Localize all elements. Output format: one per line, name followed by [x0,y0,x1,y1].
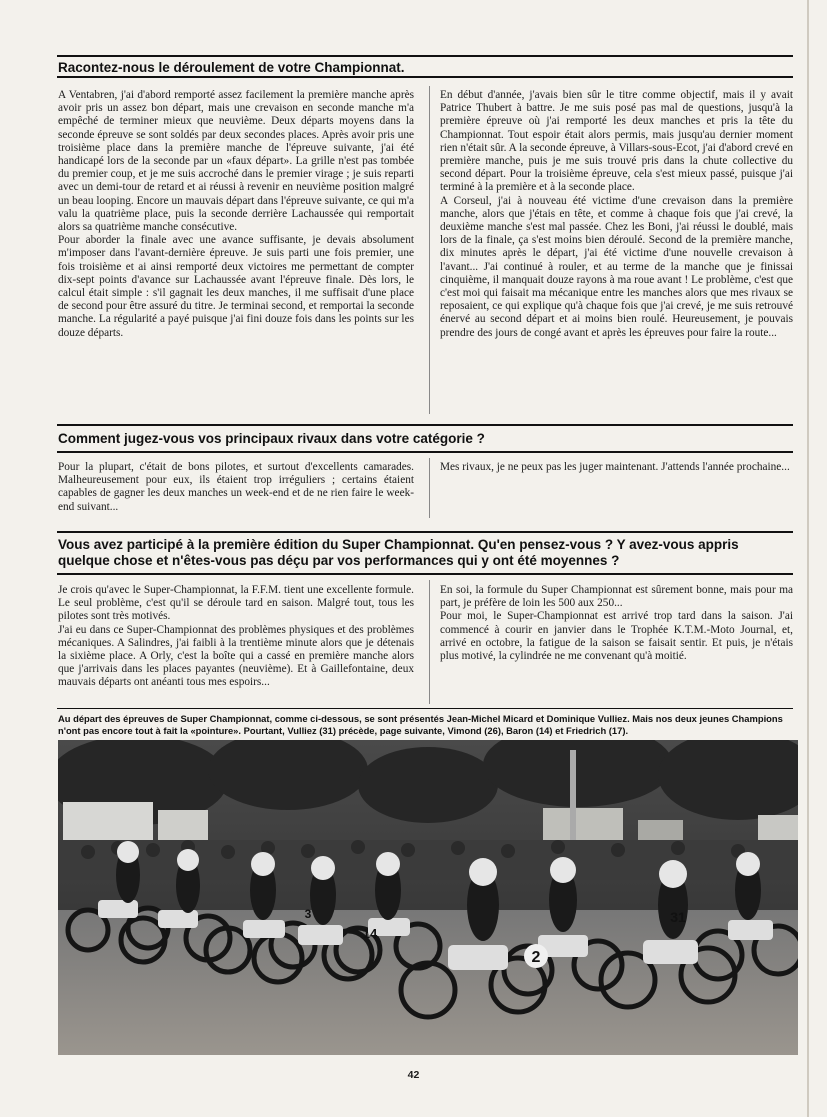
paragraph: Pour moi, le Super-Championnat est arrivé trop tard dans la saison. J'ai commencé à courir en janvier dans le Trophée K.T.M.-Moto Journal, et, arrivé en octobre, la fatigue de la saison se faisait sentir. Et puis, je n'étais plus motivé, la cylindrée ne me convenant qu'à moitié. [440,610,793,663]
paragraph: Mes rivaux, je ne peux pas les juger maintenant. J'attends l'année prochaine... [440,461,790,473]
section-heading-1: Racontez-nous le déroulement de votre Championnat. [58,60,405,75]
paragraph: Pour aborder la finale avec une avance suffisante, je devais absolument m'imposer dans l'avant-dernière épreuve. Je suis parti une fois premier, une fois troisième et ai ainsi remporté deux victoires me permettant de compter dix-sept points d'avance sur Lachaussée avant l'épreuve finale. Dès lors, le calcul était simple : s'il gagnait les deux manches, il me suffisait d'une place de second pour être assuré du titre. Je terminai second, et remportai la seconde manche. La régularité a payé puisque j'ai fini douze fois dans les points sur les douze départs. [58,234,414,339]
motocross-photo [58,740,798,1055]
column-divider [429,580,430,704]
plate-number: 31 [670,909,686,925]
paragraph: En soi, la formule du Super Championnat est sûrement bonne, mais pour ma part, je préfère de loin les 500 aux 250... [440,584,793,610]
plate-number: 2 [531,949,541,966]
plate-number: 3 [304,907,312,921]
section-rule [57,76,793,78]
column-divider [429,86,430,414]
section-3-right-column [440,584,793,663]
paragraph: Pour la plupart, c'était de bons pilotes, et surtout d'excellents camarades. Malheureusement pour eux, ils étaient trop irréguliers ; certains étaient capables de gagner les deux manches un week-end et de ne rien faire le week-end suivant... [58,461,414,513]
page-number: 42 [407,1069,420,1081]
plate-number: 14 [362,926,378,941]
section-rule [57,531,793,533]
page-edge [807,0,809,1117]
paragraph: A Corseul, j'ai à nouveau été victime d'une crevaison dans la première manche, alors que j'étais en tête, et comme à chaque fois que j'ai crevé, la deuxième manche s'est mal passée. Chez les Boni, j'ai réussi le doublé, mais lors de la finale, ça s'est moins bien déroulé. Second de la première manche, dix minutes après le départ, j'ai été victime d'une nouvelle crevaison à l'avant... J'ai continué à rouler, et au terme de la manche que je finissai cinquième, il manquait douze rayons à ma roue avant ! Le problème, c'est que c'est moi qui faisait ma mécanique entre les manches alors que mes rivaux se reposaient, ce qui explique qu'à chaque fois que j'ai crevé, je me suis retrouvé énervé au second départ et ai moins bien roulé. Heureusement, je pouvais prendre des jours de congé avant et après les épreuves pour faire la route... [440,194,793,339]
paragraph: A Ventabren, j'ai d'abord remporté assez facilement la première manche après avoir pris un assez bon départ, mais une crevaison en seconde manche m'a empêché de terminer mieux que neuvième. Deux départs moyens dans la seconde épreuve se sont soldés par deux secondes places. Après avoir pris une troisième place dans la première manche de l'épreuve suivante, j'ai été handicapé lors de la seconde par un «faux départ». La grille n'est pas tombée du premier coup, et je me suis accroché dans le premier virage ; je suis reparti avec un demi-tour de retard et ai réussi à revenir en neuvième position malgré un beau looping. Encore un mauvais départ dans l'épreuve suivante, ce qui m'a valu la quatrième place, puis la seconde derrière Lachaussée qui remportait alors sa quatrième manche consécutive. [58,89,414,234]
paragraph: Je crois qu'avec le Super-Championnat, la F.F.M. tient une excellente formule. Le seul problème, c'est qu'il se déroule tard en saison. Malgré tout, tous les pilotes sont très motivés. [58,584,414,623]
section-rule [57,573,793,575]
section-heading-3: Vous avez participé à la première édition du Super Championnat. Qu'en pensez-vous ? Y avez-vous appris quelque chose et n'êtes-vous pas déçu par vos performances qui y ont été moyennes ? [58,537,739,568]
photo-caption: Au départ des épreuves de Super Championnat, comme ci-dessous, se sont présentés Jean-Michel Micard et Dominique Vulliez. Mais nos deux jeunes Champions n'ont pas encore tout à fait la «pointure». Pourtant, Vulliez (31) précède, page suivante, Vimond (26), Baron (14) et Friedrich (17). [58,713,783,736]
column-divider [429,458,430,518]
caption-rule [57,708,793,709]
section-rule [57,55,793,57]
section-1-left-column [58,89,414,340]
motocross-start-image [58,740,798,1055]
section-1-right-column [440,89,793,340]
section-2-right-column [440,461,793,474]
section-rule [57,424,793,426]
section-rule [57,451,793,453]
section-heading-2: Comment jugez-vous vos principaux rivaux dans votre catégorie ? [58,431,485,446]
paragraph: En début d'année, j'avais bien sûr le titre comme objectif, mais il y avait Patrice Thubert à battre. Je me suis posé pas mal de questions, jusqu'à la première épreuve où j'ai remporté les deux manches et pris la tête du Championnat. Tout espoir était alors permis, mais jusqu'au dernier moment rien n'était sûr. A la seconde épreuve, à Villars-sous-Ecot, j'ai d'abord crevé en première manche, puis je me suis trouvé pris dans la chute collective du second départ. Pour la troisième épreuve, cela s'est mieux passé, puisque j'ai terminé à la première et à la seconde place. [440,89,793,194]
paragraph: J'ai eu dans ce Super-Championnat des problèmes physiques et des problèmes mécaniques. A Salindres, j'ai faibli à la trentième minute alors que je détenais la sixième place. A Orly, c'est la boîte qui a cassé en première manche alors que j'arrivais dans les places payantes (neuvième). Et à Gaillefontaine, deux mauvais départs ont anéanti tous mes espoirs... [58,623,414,689]
section-3-left-column [58,584,414,690]
section-2-left-column [58,461,414,514]
